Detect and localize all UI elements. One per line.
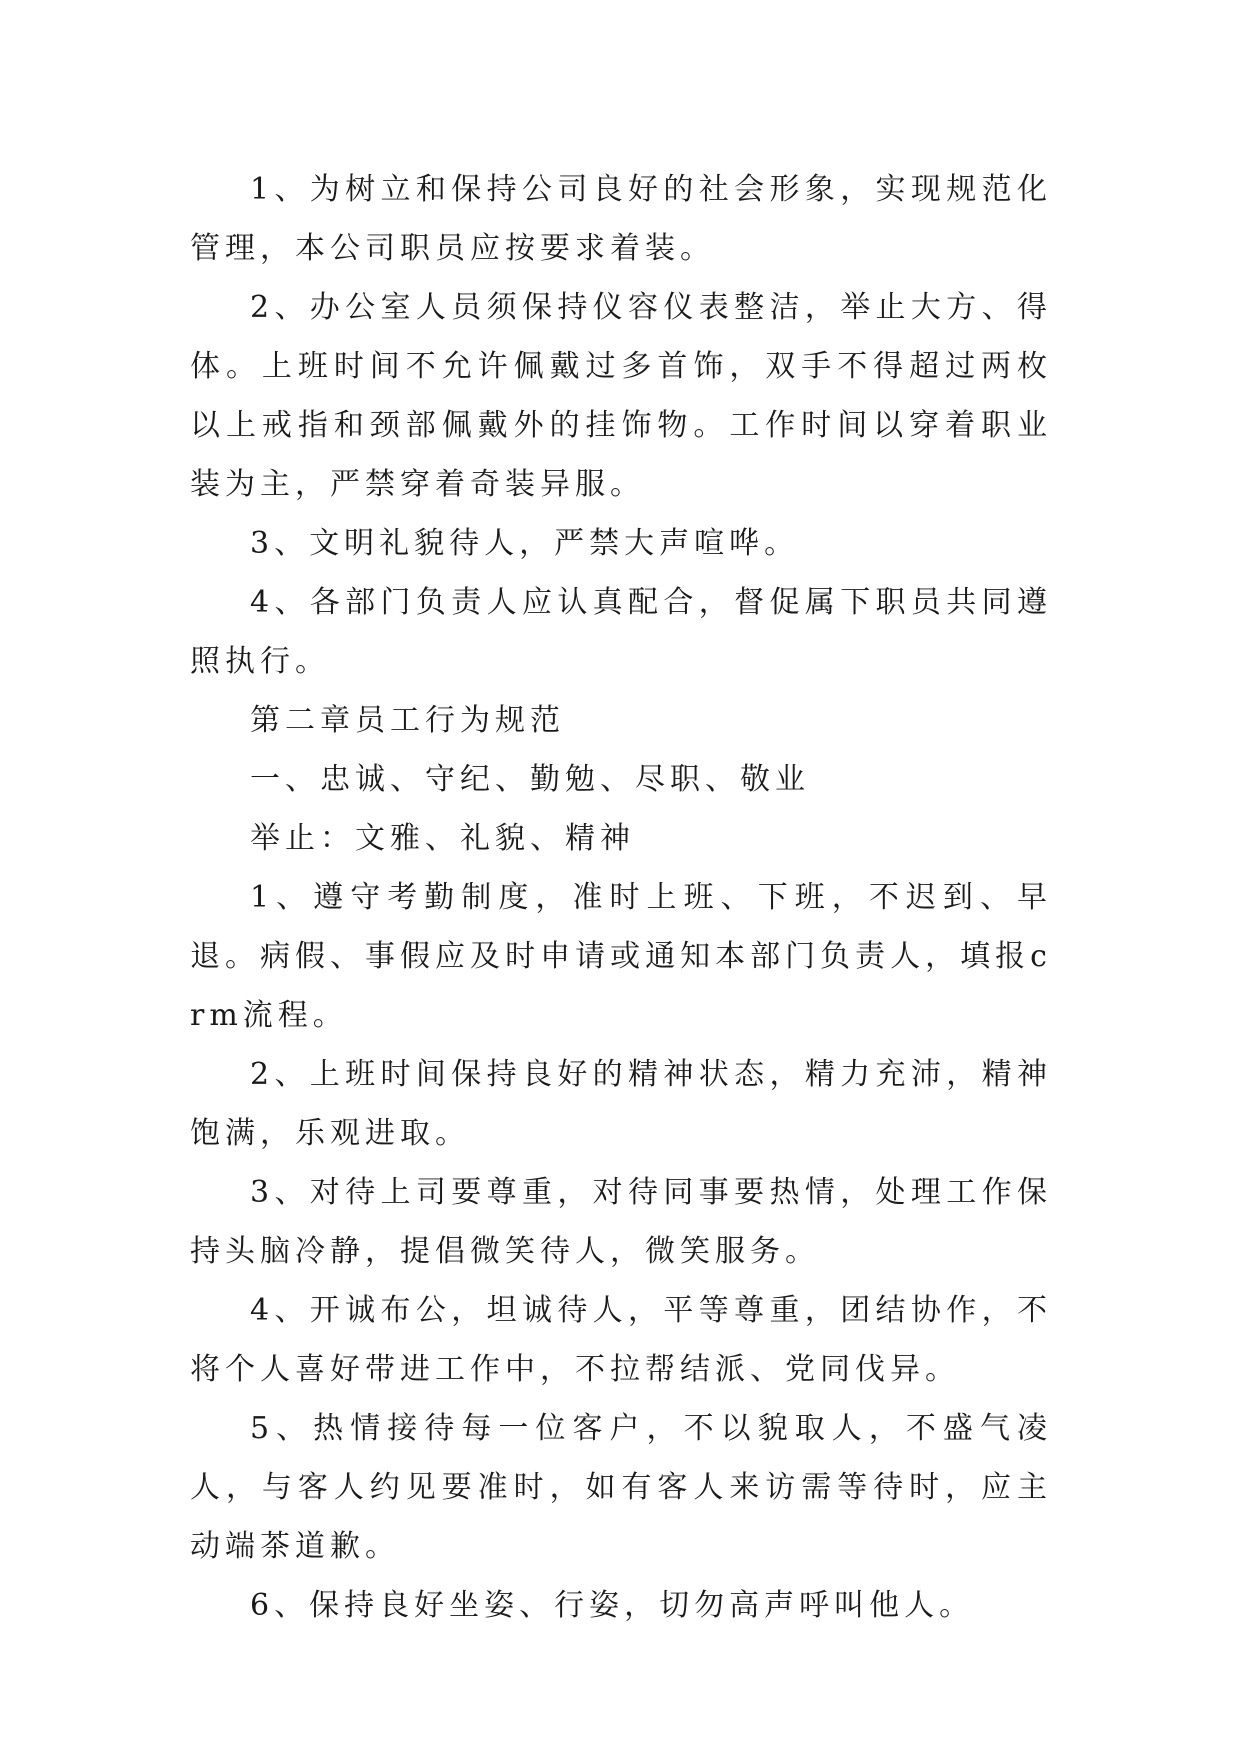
subheading-manners: 举止：文雅、礼貌、精神 — [250, 821, 635, 856]
chapter-heading: 第二章员工行为规范 — [250, 703, 565, 738]
document-body — [190, 160, 1052, 1635]
paragraph-department-heads: 4、各部门负责人应认真配合，督促属下职员共同遵照执行。 — [190, 585, 1052, 679]
paragraph-respect: 3、对待上司要尊重，对待同事要热情，处理工作保持头脑冷静，提倡微笑待人，微笑服务。 — [190, 1175, 1052, 1269]
paragraph-courtesy: 3、文明礼貌待人，严禁大声喧哗。 — [250, 526, 800, 561]
paragraph-attendance: 1、遵守考勤制度，准时上班、下班，不迟到、早退。病假、事假应及时申请或通知本部门负责人，填报crm流程。 — [190, 880, 1052, 1033]
paragraph-posture: 6、保持良好坐姿、行姿，切勿高声呼叫他人。 — [250, 1588, 975, 1623]
paragraph-openness: 4、开诚布公，坦诚待人，平等尊重，团结协作，不将个人喜好带进工作中，不拉帮结派、党同伐异。 — [190, 1293, 1052, 1387]
section-heading-loyalty: 一、忠诚、守纪、勤勉、尽职、敬业 — [250, 762, 810, 797]
paragraph-office-appearance: 2、办公室人员须保持仪容仪表整洁，举止大方、得体。上班时间不允许佩戴过多首饰，双手不得超过两枚以上戒指和颈部佩戴外的挂饰物。工作时间以穿着职业装为主，严禁穿着奇装异服。 — [190, 290, 1052, 502]
paragraph-customers: 5、热情接待每一位客户，不以貌取人，不盛气凌人，与客人约见要准时，如有客人来访需等待时，应主动端茶道歉。 — [190, 1411, 1052, 1564]
paragraph-spirit: 2、上班时间保持良好的精神状态，精力充沛，精神饱满，乐观进取。 — [190, 1057, 1052, 1151]
paragraph-attire-purpose: 1、为树立和保持公司良好的社会形象，实现规范化管理，本公司职员应按要求着装。 — [190, 172, 1052, 266]
